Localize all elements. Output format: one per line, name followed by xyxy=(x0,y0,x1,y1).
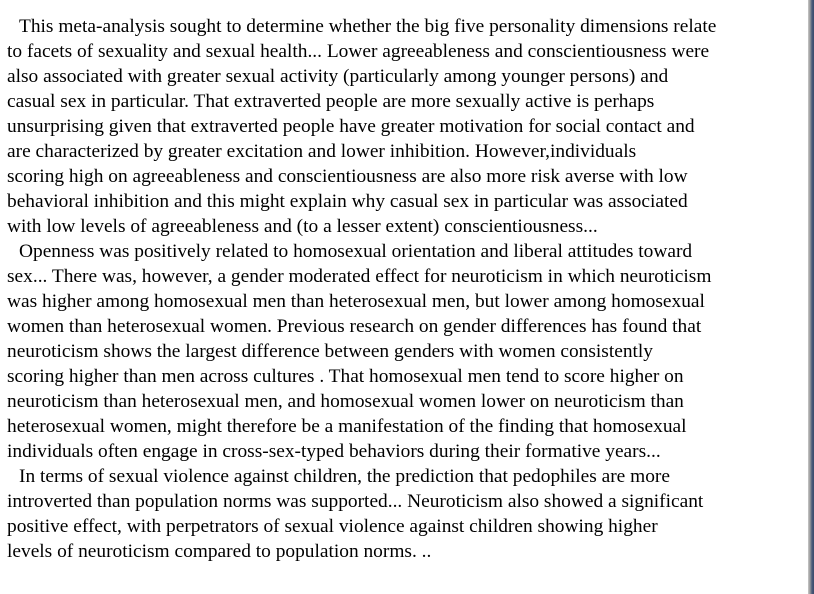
text-line: was higher among homosexual men than heterosexual men, but lower among homosexual xyxy=(7,291,705,312)
text-line: positive effect, with perpetrators of sexual violence against children showing higher xyxy=(7,516,658,537)
text-line: scoring higher than men across cultures . That homosexual men tend to score higher on xyxy=(7,366,684,387)
text-line: behavioral inhibition and this might explain why casual sex in particular was associated xyxy=(7,191,688,212)
paragraph xyxy=(7,239,803,464)
paragraph xyxy=(7,464,803,564)
text-line: are characterized by greater excitation and lower inhibition. However,individuals xyxy=(7,141,637,162)
text-line: unsurprising given that extraverted people have greater motivation for social contact and xyxy=(7,116,695,137)
text-line: introverted than population norms was supported... Neuroticism also showed a significant xyxy=(7,491,704,512)
text-line: scoring high on agreeableness and conscientiousness are also more risk averse with low xyxy=(7,166,688,187)
document-text xyxy=(7,14,803,564)
window-right-border xyxy=(808,0,814,594)
text-line: levels of neuroticism compared to population norms. .. xyxy=(7,541,432,562)
text-line: individuals often engage in cross-sex-typed behaviors during their formative years... xyxy=(7,441,661,462)
text-line: This meta-analysis sought to determine whether the big five personality dimensions relate xyxy=(19,16,717,37)
text-line: with low levels of agreeableness and (to a lesser extent) conscientiousness... xyxy=(7,216,598,237)
text-line: to facets of sexuality and sexual health... Lower agreeableness and conscientiousness were xyxy=(7,41,710,62)
text-line: casual sex in particular. That extraverted people are more sexually active is perhaps xyxy=(7,91,655,112)
text-line: also associated with greater sexual activity (particularly among younger persons) and xyxy=(7,66,669,87)
text-line: Openness was positively related to homosexual orientation and liberal attitudes toward xyxy=(19,241,693,262)
text-line: neuroticism shows the largest difference between genders with women consistently xyxy=(7,341,654,362)
paragraph xyxy=(7,14,803,239)
text-line: In terms of sexual violence against children, the prediction that pedophiles are more xyxy=(19,466,670,487)
text-line: women than heterosexual women. Previous research on gender differences has found that xyxy=(7,316,702,337)
text-line: neuroticism than heterosexual men, and homosexual women lower on neuroticism than xyxy=(7,391,684,412)
text-line: heterosexual women, might therefore be a manifestation of the finding that homosexual xyxy=(7,416,687,437)
text-line: sex... There was, however, a gender moderated effect for neuroticism in which neuroticism xyxy=(7,266,712,287)
